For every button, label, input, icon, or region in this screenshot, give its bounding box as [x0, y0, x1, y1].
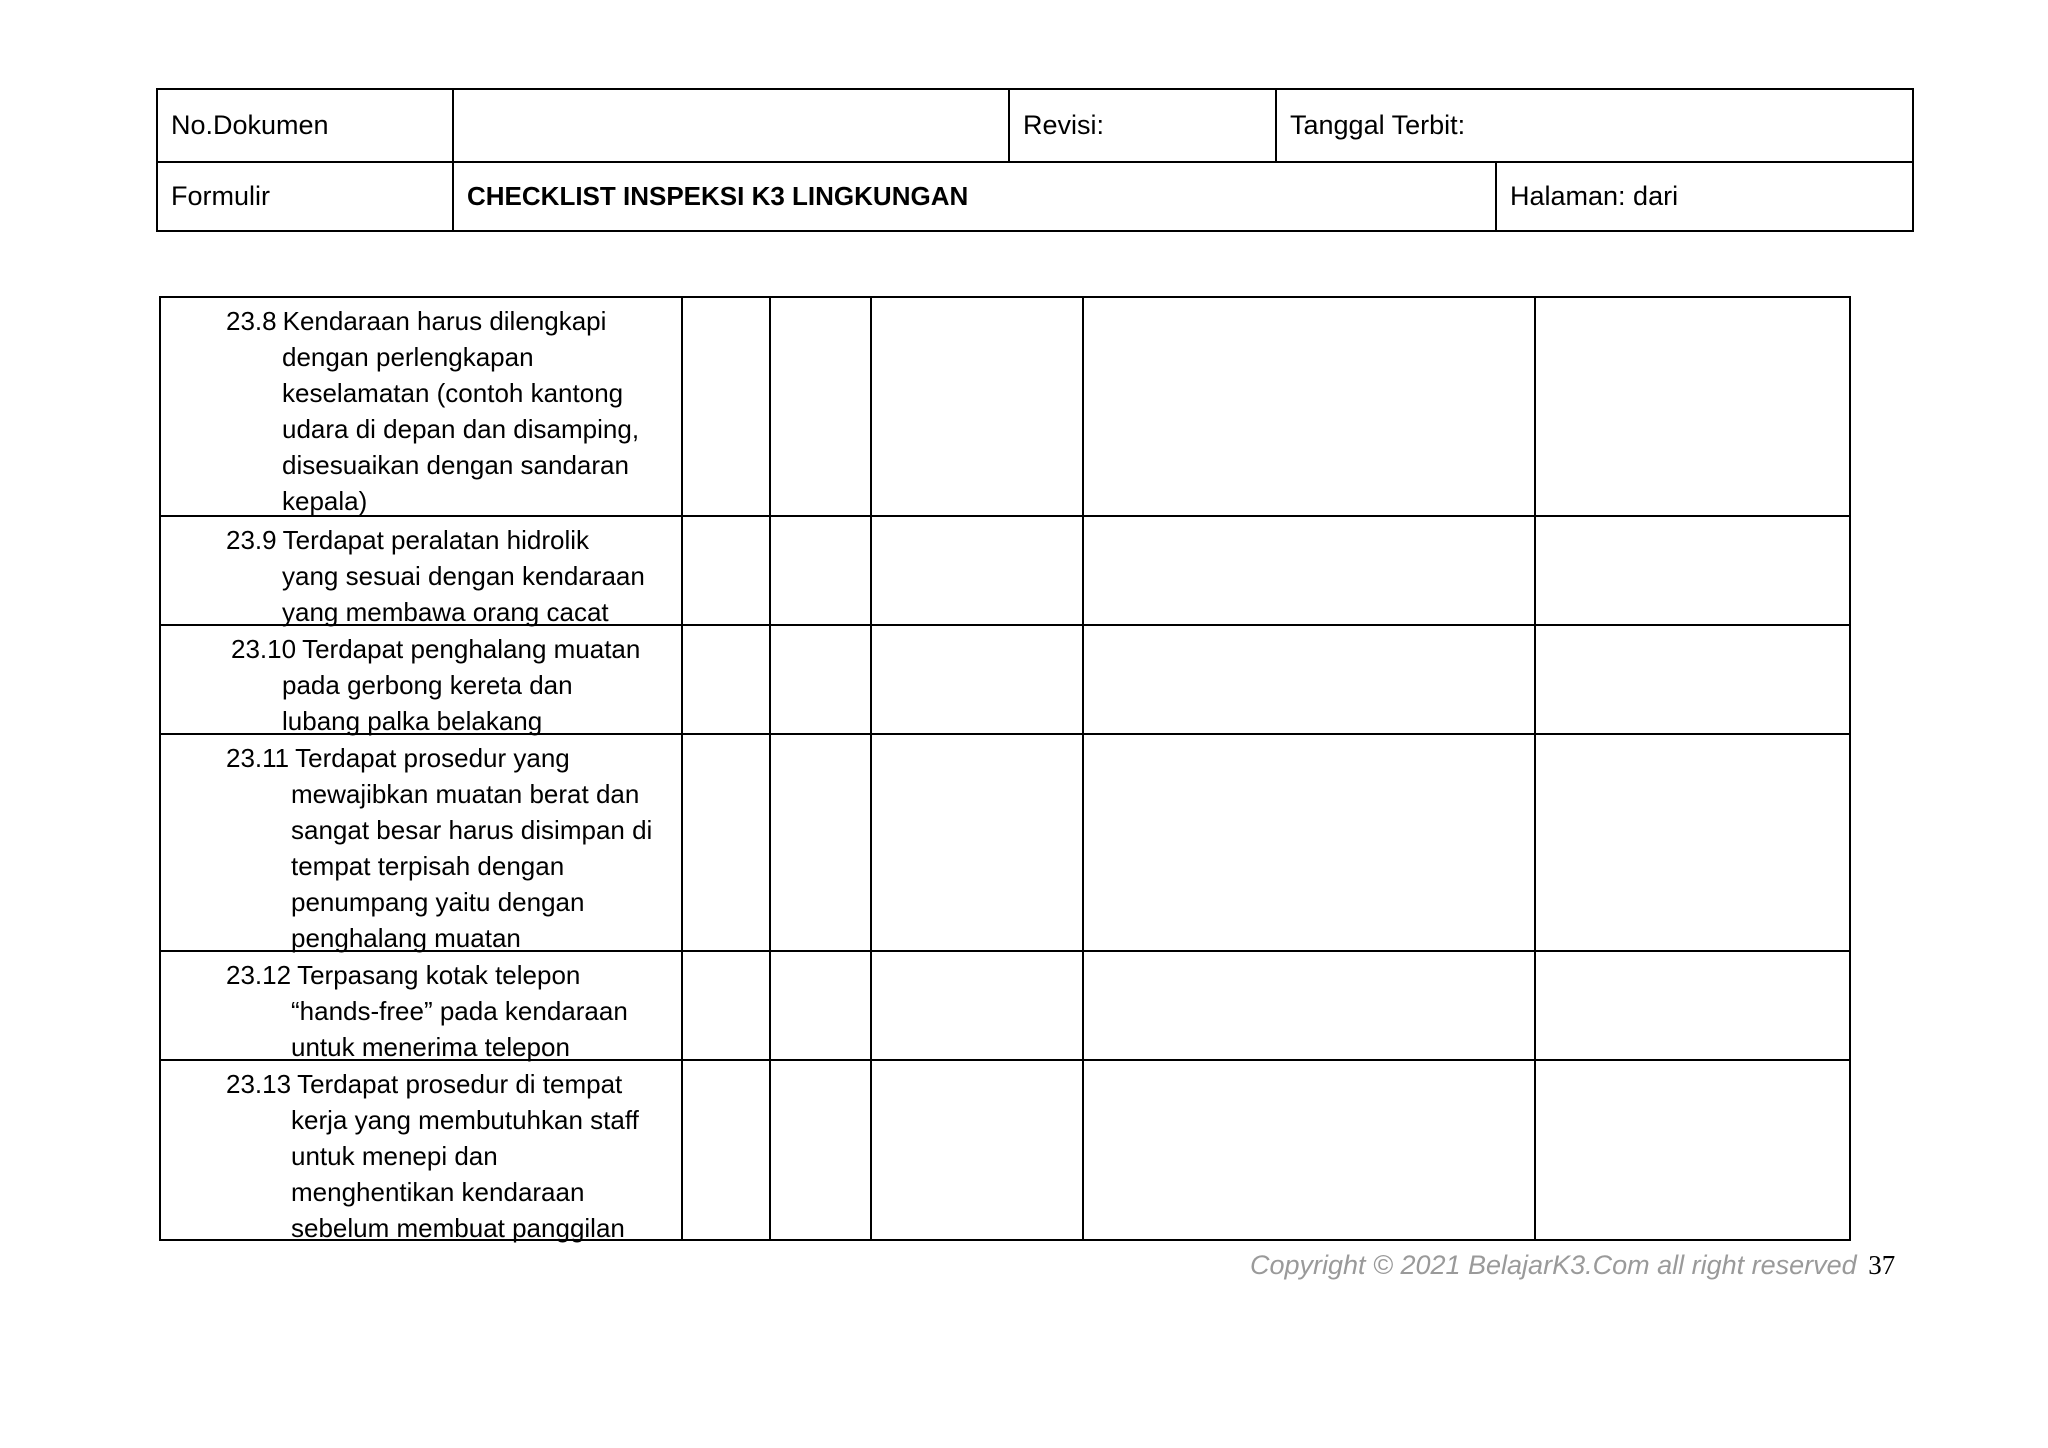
checklist-item-line: “hands-free” pada kendaraan — [291, 996, 628, 1026]
page-number: 37 — [1868, 1250, 1896, 1280]
checklist-answer-cell[interactable] — [872, 626, 1082, 733]
checklist-item-line: Terdapat penghalang muatan — [302, 634, 641, 664]
checklist-item-line: kerja yang membutuhkan staff — [291, 1105, 639, 1135]
checklist-item-number: 23.10 — [231, 634, 297, 664]
checklist-answer-cell[interactable] — [683, 1061, 769, 1239]
checklist-answer-cell[interactable] — [683, 517, 769, 624]
checklist-answer-cell[interactable] — [771, 735, 870, 950]
page-footer — [1250, 1250, 1895, 1281]
checklist-item-line: keselamatan (contoh kantong — [282, 378, 624, 408]
checklist-answer-cell[interactable] — [1536, 735, 1849, 950]
checklist-answer-cell[interactable] — [1084, 735, 1534, 950]
checklist-answer-cell[interactable] — [872, 517, 1082, 624]
checklist-answer-cell[interactable] — [1084, 1061, 1534, 1239]
checklist-answer-cell[interactable] — [1084, 517, 1534, 624]
checklist-item-line: untuk menepi dan — [291, 1141, 498, 1171]
checklist-answer-cell[interactable] — [771, 298, 870, 515]
checklist-item-line: dengan perlengkapan — [282, 342, 534, 372]
halaman-label: Halaman: dari — [1495, 161, 1912, 232]
checklist-item-line: sebelum membuat panggilan — [291, 1213, 625, 1243]
checklist-item-line: Terdapat prosedur di tempat — [297, 1069, 623, 1099]
checklist-answer-cell[interactable] — [1536, 626, 1849, 733]
checklist-row — [161, 950, 1849, 1062]
checklist-item-line: Kendaraan harus dilengkapi — [282, 306, 607, 336]
tanggal-terbit-label: Tanggal Terbit: — [1275, 90, 1912, 161]
checklist-answer-cell[interactable] — [683, 626, 769, 733]
checklist-answer-cell[interactable] — [771, 626, 870, 733]
checklist-row — [161, 624, 1849, 736]
formulir-label: Formulir — [171, 181, 270, 211]
checklist-item-line: penghalang muatan — [291, 923, 521, 953]
checklist-item-number: 23.12 — [226, 960, 292, 990]
checklist-item-line: disesuaikan dengan sandaran — [282, 450, 629, 480]
checklist-item-line: tempat terpisah dengan — [291, 851, 565, 881]
revisi-label: Revisi: — [1008, 90, 1275, 161]
checklist-item-line: yang sesuai dengan kendaraan — [282, 561, 645, 591]
checklist-answer-cell[interactable] — [683, 735, 769, 950]
checklist-answer-cell[interactable] — [1084, 298, 1534, 515]
checklist-answer-cell[interactable] — [872, 952, 1082, 1059]
checklist-row — [161, 1059, 1849, 1243]
checklist-answer-cell[interactable] — [872, 298, 1082, 515]
checklist-answer-cell[interactable] — [683, 952, 769, 1059]
checklist-item-line: sangat besar harus disimpan di — [291, 815, 653, 845]
checklist-row — [161, 733, 1849, 953]
checklist-item-line: Terdapat prosedur yang — [295, 743, 570, 773]
checklist-answer-cell[interactable] — [1536, 952, 1849, 1059]
checklist-answer-cell[interactable] — [1536, 298, 1849, 515]
no-dokumen-label: No.Dokumen — [171, 110, 329, 140]
checklist-item-number: 23.11 — [226, 743, 290, 773]
checklist-item-line: yang membawa orang cacat — [282, 597, 609, 627]
checklist-answer-cell[interactable] — [771, 1061, 870, 1239]
form-title: CHECKLIST INSPEKSI K3 LINGKUNGAN — [452, 161, 1495, 232]
checklist-item-number: 23.8 — [226, 306, 277, 336]
checklist-answer-cell[interactable] — [771, 952, 870, 1059]
checklist-item-line: Terpasang kotak telepon — [297, 960, 581, 990]
checklist-item-line: kepala) — [282, 486, 368, 516]
checklist-answer-cell[interactable] — [683, 298, 769, 515]
checklist-answer-cell[interactable] — [771, 517, 870, 624]
checklist-item-number: 23.9 — [226, 525, 277, 555]
document-header-table — [156, 88, 1914, 232]
checklist-answer-cell[interactable] — [1536, 1061, 1849, 1239]
checklist-item-line: mewajibkan muatan berat dan — [291, 779, 640, 809]
checklist-answer-cell[interactable] — [1536, 517, 1849, 624]
checklist-row — [161, 298, 1849, 515]
checklist-item-line: Terdapat peralatan hidrolik — [282, 525, 590, 555]
checklist-answer-cell[interactable] — [872, 735, 1082, 950]
checklist-item-number: 23.13 — [226, 1069, 292, 1099]
checklist-table — [159, 296, 1851, 1241]
checklist-answer-cell[interactable] — [1084, 626, 1534, 733]
checklist-item-line: pada gerbong kereta dan — [282, 670, 573, 700]
header-row-form-info — [158, 161, 1912, 232]
checklist-row — [161, 515, 1849, 627]
checklist-item-line: lubang palka belakang — [282, 706, 543, 736]
no-dokumen-value — [452, 90, 1008, 161]
header-row-document-info — [158, 90, 1912, 163]
copyright-text: Copyright © 2021 BelajarK3.Com all right reserved — [1250, 1250, 1857, 1280]
checklist-answer-cell[interactable] — [872, 1061, 1082, 1239]
checklist-item-line: untuk menerima telepon — [291, 1032, 570, 1062]
checklist-item-line: udara di depan dan disamping, — [282, 414, 640, 444]
checklist-answer-cell[interactable] — [1084, 952, 1534, 1059]
checklist-item-line: penumpang yaitu dengan — [291, 887, 585, 917]
checklist-item-line: menghentikan kendaraan — [291, 1177, 585, 1207]
